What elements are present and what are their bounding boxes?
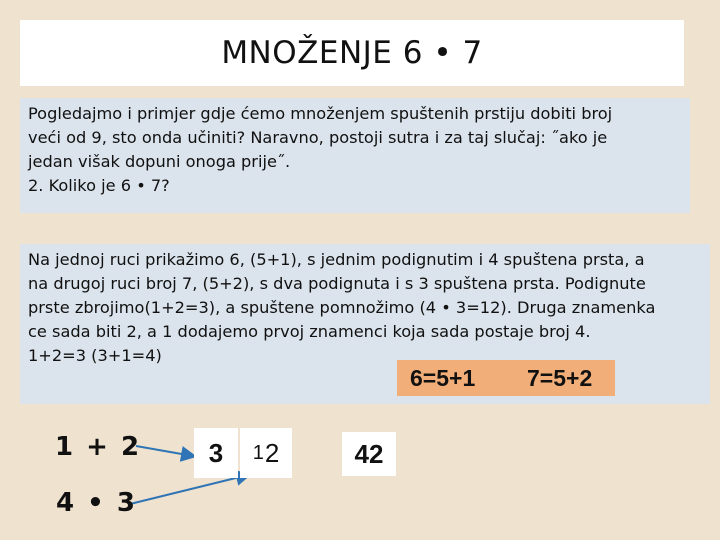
lowered-fingers-product: 4 • 3	[56, 488, 137, 518]
final-result-box	[342, 432, 396, 476]
explanation-line: na drugoj ruci broj 7, (5+2), s dva podignuta i s 3 spuštena prsta. Podignute	[28, 274, 646, 293]
raised-fingers-sum: 1 + 2	[55, 432, 142, 462]
sum-result-box	[194, 428, 238, 478]
explanation-line: prste zbrojimo(1+2=3), a spuštene pomnožimo (4 • 3=12). Druga znamenka	[28, 298, 656, 317]
sum-arrow	[136, 446, 193, 456]
product-tens: 1	[252, 441, 264, 464]
explanation-line: 1+2=3 (3+1=4)	[28, 346, 162, 365]
explanation-line: Na jednoj ruci prikažimo 6, (5+1), s jednim podignutim i 4 spuštena prsta, a	[28, 250, 645, 269]
equation-seven: 7=5+2	[527, 365, 593, 391]
product-units: 2	[264, 437, 280, 468]
equation-six: 6=5+1	[410, 365, 476, 391]
page-title: MNOŽENJE 6 • 7	[221, 35, 483, 71]
intro-line: Pogledajmo i primjer gdje ćemo množenjem spuštenih prstiju dobiti broj	[28, 104, 613, 123]
product-arrow	[130, 475, 248, 504]
explanation-line: ce sada biti 2, a 1 dodajemo prvoj znamenci koja sada postaje broj 4.	[28, 322, 591, 341]
intro-line: veći od 9, sto onda učiniti? Naravno, postoji sutra i za taj slučaj: ˝ako je	[28, 128, 608, 147]
intro-line: jedan višak dopuni onoga prije˝.	[28, 152, 291, 171]
sum-result: 3	[208, 437, 224, 468]
question-line: 2. Koliko je 6 • 7?	[28, 176, 170, 195]
product-result-box	[240, 428, 292, 478]
final-result: 42	[354, 438, 384, 469]
